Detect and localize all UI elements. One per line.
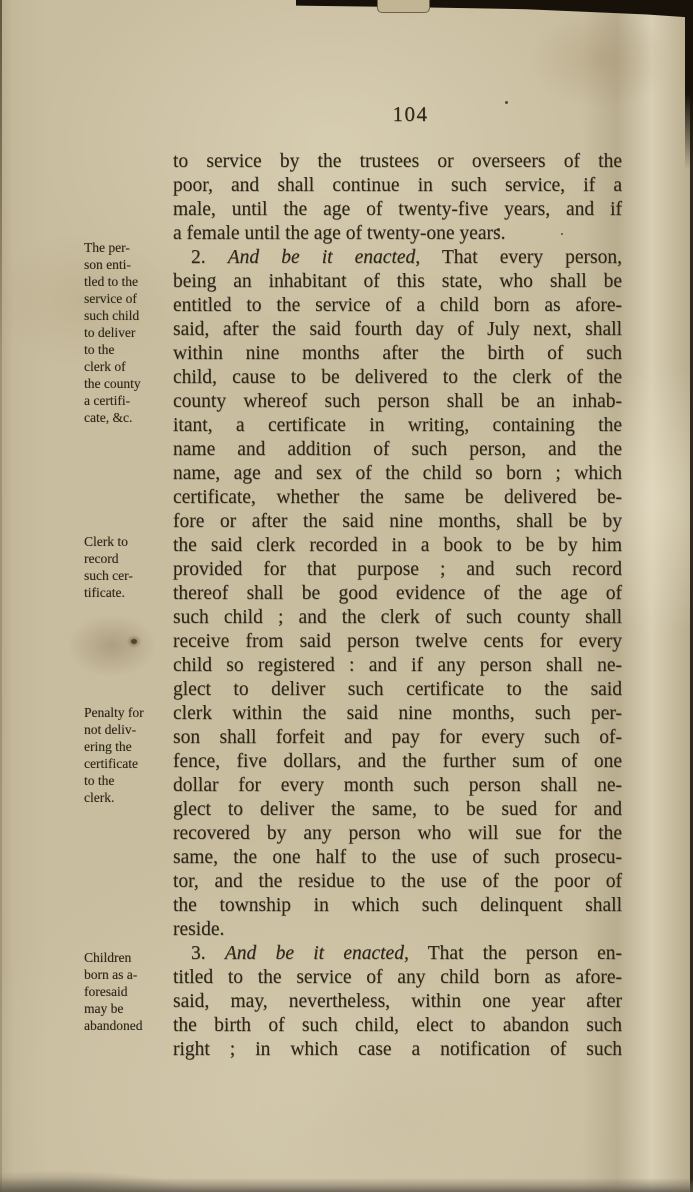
text-line: ering the bbox=[84, 739, 132, 754]
text-line: to the bbox=[84, 342, 115, 357]
text-line: certificate, whether the same be delivered be- bbox=[173, 487, 622, 508]
text-line: to deliver bbox=[84, 325, 136, 340]
text-line: to the bbox=[84, 773, 115, 788]
text-line: fore or after the said nine months, shall be by bbox=[173, 511, 622, 532]
text-line: within nine months after the birth of such bbox=[173, 343, 622, 364]
text-line: titled to the service of any child born as afore- bbox=[173, 967, 622, 988]
scan-edge-right-top bbox=[685, 0, 693, 170]
text-line: such child ; and the clerk of such county shall bbox=[173, 607, 622, 628]
text-line: name and addition of such person, and the bbox=[173, 439, 622, 460]
text-line: poor, and shall continue in such service, if a bbox=[173, 175, 622, 196]
text-line: right ; in which case a notification of such bbox=[173, 1039, 622, 1060]
text-line: recovered by any person who will sue for the bbox=[173, 823, 622, 844]
text-line: male, until the age of twenty-five years, and if bbox=[173, 199, 622, 220]
text-line: a female until the age of twenty-one years. bbox=[173, 223, 506, 244]
text-line: entitled to the service of a child born as afore- bbox=[173, 295, 622, 316]
text-line: said, may, nevertheless, within one year after bbox=[173, 991, 622, 1012]
text-line: son enti- bbox=[84, 257, 131, 272]
text-line: the said clerk recorded in a book to be by him bbox=[173, 535, 622, 556]
text-line: dollar for every month such person shall ne- bbox=[173, 775, 622, 796]
text-line: abandoned bbox=[84, 1018, 143, 1033]
text-line: not deliv- bbox=[84, 722, 137, 737]
text-line: 3. And be it enacted, That the person en- bbox=[191, 943, 622, 964]
text-line: fence, five dollars, and the further sum of one bbox=[173, 751, 622, 772]
text-line: such child bbox=[84, 308, 140, 323]
text-line: foresaid bbox=[84, 984, 128, 999]
text-line: itant, a certificate in writing, containing the bbox=[173, 415, 622, 436]
margin-note-children-abandoned bbox=[84, 949, 176, 1034]
text-line: clerk of bbox=[84, 359, 126, 374]
scan-edge-left bbox=[0, 0, 2, 1192]
text-line: The per- bbox=[84, 240, 130, 255]
text-line: Clerk to bbox=[84, 534, 128, 549]
text-line: receive from said person twelve cents for every bbox=[173, 631, 622, 652]
text-line: to service by the trustees or overseers of the bbox=[173, 151, 622, 172]
text-line: a certifi- bbox=[84, 393, 131, 408]
text-line: county whereof such person shall be an inhab- bbox=[173, 391, 622, 412]
text-line: the township in which such delinquent shall bbox=[173, 895, 622, 916]
text-line: Children bbox=[84, 950, 132, 965]
text-line: the county bbox=[84, 376, 141, 391]
text-line: same, the one half to the use of such prosecu- bbox=[173, 847, 622, 868]
text-line: being an inhabitant of this state, who shall be bbox=[173, 271, 622, 292]
statute-text bbox=[173, 150, 622, 1062]
text-line: child so registered : and if any person shall ne- bbox=[173, 655, 622, 676]
text-line: certificate bbox=[84, 756, 138, 771]
text-line: thereof shall be good evidence of the age of bbox=[173, 583, 622, 604]
text-line: cate, &c. bbox=[84, 410, 133, 425]
stain bbox=[131, 639, 137, 644]
text-line: reside. bbox=[173, 919, 225, 940]
text-line: clerk. bbox=[84, 790, 115, 805]
text-line: such cer- bbox=[84, 568, 133, 583]
text-line: name, age and sex of the child so born ; which bbox=[173, 463, 622, 484]
text-line: service of bbox=[84, 291, 137, 306]
margin-note-clerk-record bbox=[84, 533, 176, 601]
text-line: may be bbox=[84, 1001, 124, 1016]
text-line: tled to the bbox=[84, 274, 138, 289]
text-line: 2. And be it enacted, That every person, bbox=[191, 247, 622, 268]
page-tab bbox=[377, 0, 430, 13]
text-line: tificate. bbox=[84, 585, 125, 600]
margin-note-penalty bbox=[84, 704, 176, 806]
page-number: 104 bbox=[392, 102, 429, 126]
text-line: born as a- bbox=[84, 967, 138, 982]
text-line: record bbox=[84, 551, 119, 566]
margin-note-person-entitled bbox=[84, 239, 176, 426]
text-line: glect to deliver such certificate to the said bbox=[173, 679, 622, 700]
text-line: tor, and the residue to the use of the poor of bbox=[173, 871, 622, 892]
text-line: child, cause to be delivered to the clerk of the bbox=[173, 367, 622, 388]
text-line: the birth of such child, elect to abandon such bbox=[173, 1015, 622, 1036]
text-line: Penalty for bbox=[84, 705, 144, 720]
stain bbox=[0, 1170, 190, 1192]
text-line: said, after the said fourth day of July next, shall bbox=[173, 319, 622, 340]
text-line: clerk within the said nine months, such per- bbox=[173, 703, 622, 724]
text-line: provided for that purpose ; and such record bbox=[173, 559, 622, 580]
text-line: son shall forfeit and pay for every such of- bbox=[173, 727, 622, 748]
text-line: glect to deliver the same, to be sued for and bbox=[173, 799, 622, 820]
